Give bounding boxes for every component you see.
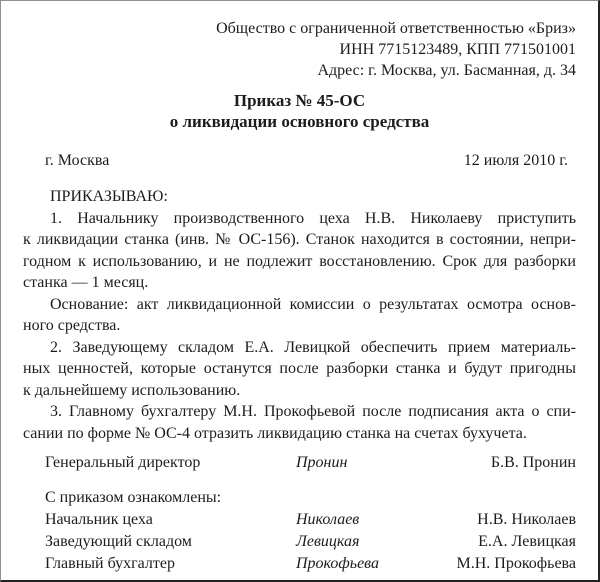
acknowledged-position: Главный бухгалтер xyxy=(45,555,175,572)
company-inn-kpp: ИНН 7715123489, КПП 771501001 xyxy=(339,41,576,58)
document-date: 12 июля 2010 г. xyxy=(463,152,568,169)
company-address: Адрес: г. Москва, ул. Басманная, д. 34 xyxy=(317,62,576,79)
director-position: Генеральный директор xyxy=(45,454,201,471)
acknowledged-name: Н.В. Николаев xyxy=(477,511,576,528)
body-line: 2. Заведующему складом Е.А. Левицкой обеспечить прием материаль- xyxy=(50,338,576,356)
body-line: ного средства. xyxy=(23,317,121,334)
director-name: Б.В. Пронин xyxy=(490,454,576,471)
document-city: г. Москва xyxy=(45,152,110,169)
acknowledged-position: Начальник цеха xyxy=(45,511,153,528)
body-line: 3. Главному бухгалтеру М.Н. Прокофьевой после подписания акта о спи- xyxy=(50,403,576,420)
acknowledged-signature-row xyxy=(23,531,576,553)
company-name: Общество с ограниченной ответственностью «Бриз» xyxy=(216,20,576,37)
acknowledged-handwritten-signature: Прокофьева xyxy=(296,555,380,572)
order-body xyxy=(23,186,576,444)
acknowledged-handwritten-signature: Левицкая xyxy=(296,533,360,550)
director-handwritten-signature: Пронин xyxy=(296,454,348,471)
acknowledgement-heading: С приказом ознакомлены: xyxy=(45,489,222,506)
company-header xyxy=(23,18,576,81)
body-line: сании по форме № ОС-4 отразить ликвидацию станка на счетах бухучета. xyxy=(23,424,527,442)
body-line: Основание: акт ликвидационной комиссии о результатах осмотра основ- xyxy=(50,295,576,313)
city-date-row xyxy=(23,150,576,172)
body-line: к ликвидации станка (инв. № ОС-156). Станок находится в состоянии, непри- xyxy=(23,231,576,248)
director-signature-row xyxy=(23,452,576,474)
acknowledged-name: М.Н. Прокофьева xyxy=(456,555,576,572)
document-title xyxy=(23,90,576,132)
acknowledged-signature-row xyxy=(23,509,576,531)
command-word: ПРИКАЗЫВАЮ: xyxy=(50,188,168,205)
acknowledged-position: Заведующий складом xyxy=(45,533,192,550)
body-line: ных ценностей, которые останутся после разборки станка и будут пригодны xyxy=(23,360,576,377)
body-line: станка — 1 месяц. xyxy=(23,274,149,291)
document-title-number: Приказ № 45-ОС xyxy=(233,91,366,110)
acknowledged-name: Е.А. Левицкая xyxy=(478,533,576,550)
body-line: годном к использованию, и не подлежит восстановлению. Срок для разборки xyxy=(23,252,576,270)
document-title-subject: о ликвидации основного средства xyxy=(169,112,430,131)
body-line: к дальнейшему использованию. xyxy=(23,381,241,399)
body-line: 1. Начальнику производственного цеха Н.В. Николаеву приступить xyxy=(50,209,576,227)
acknowledged-signature-row xyxy=(23,553,576,575)
acknowledged-handwritten-signature: Николаев xyxy=(296,511,360,528)
